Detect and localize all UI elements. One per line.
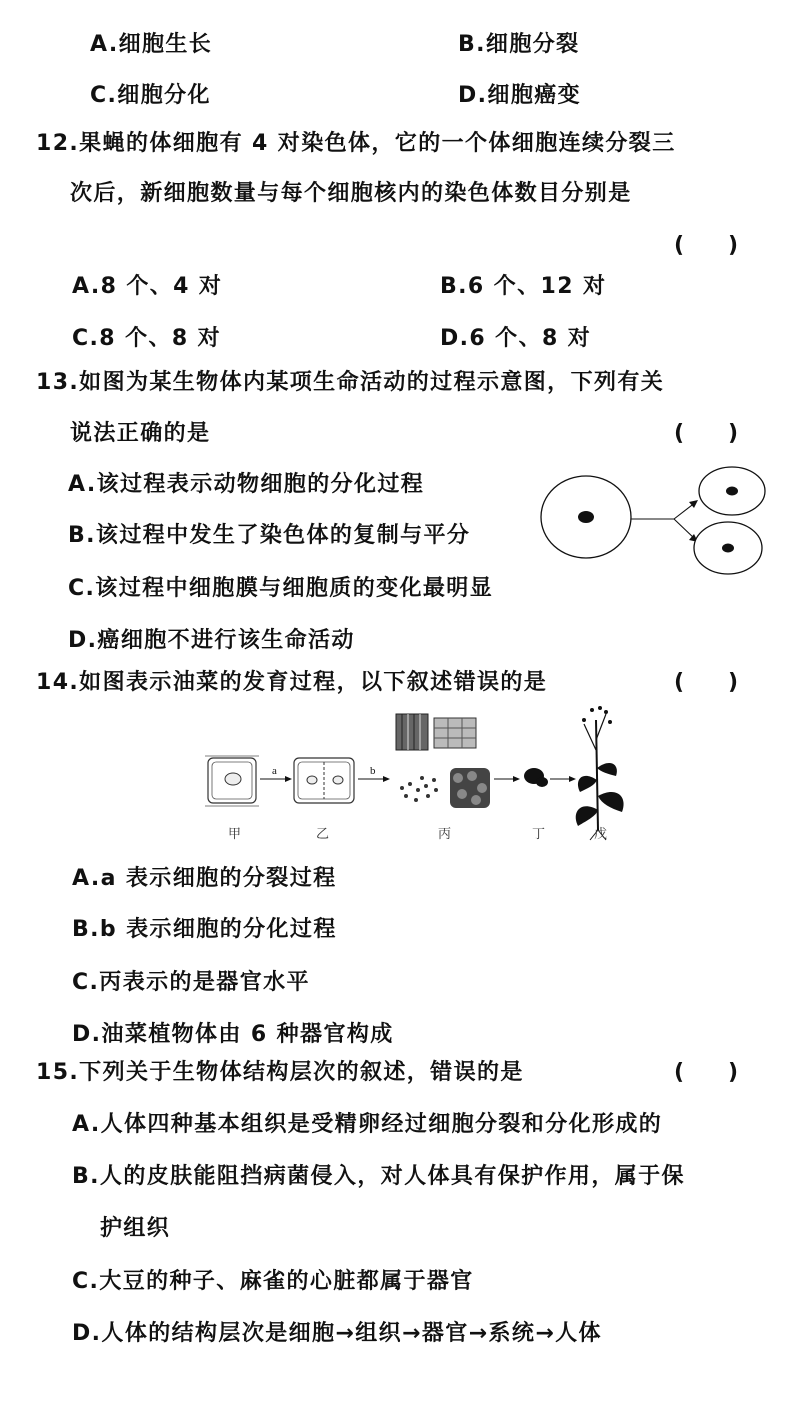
q13-stem-line2: 说法正确的是 [70,421,211,446]
q13-option-b: B.该过程中发生了染色体的复制与平分 [68,523,471,548]
q13-cell-division-figure [536,460,770,578]
q13-stem-line1: 13.如图为某生物体内某项生命活动的过程示意图，下列有关 [36,370,665,395]
seed-ding [524,768,548,787]
plant-wu [576,706,624,840]
daughter-nucleus-bottom [722,544,734,553]
q14-development-figure [196,700,646,848]
q11-option-c: C.细胞分化 [90,83,211,108]
figure-label-ding: 丁 [532,827,546,842]
q12-option-b: B.6 个、12 对 [440,274,607,299]
q15-option-c: C.大豆的种子、麻雀的心脏都属于器官 [72,1269,474,1294]
q15-option-d: D.人体的结构层次是细胞→组织→器官→系统→人体 [72,1321,602,1346]
q15-option-a: A.人体四种基本组织是受精卵经过细胞分裂和分化形成的 [72,1112,663,1137]
q14-option-a: A.a 表示细胞的分裂过程 [72,866,337,891]
q12-option-c: C.8 个、8 对 [72,326,222,351]
q11-option-b: B.细胞分裂 [458,32,580,57]
q11-option-a: A.细胞生长 [90,32,213,57]
q14-option-d: D.油菜植物体由 6 种器官构成 [72,1022,394,1047]
figure-label-jia: 甲 [228,827,242,842]
q12-stem-line1: 12.果蝇的体细胞有 4 对染色体，它的一个体细胞连续分裂三 [36,131,676,156]
q13-option-a: A.该过程表示动物细胞的分化过程 [68,472,425,497]
q15-stem: 15.下列关于生物体结构层次的叙述，错误的是 [36,1060,524,1085]
q11-option-d: D.细胞癌变 [458,83,582,108]
figure-label-bing: 丙 [438,827,452,842]
parent-nucleus [578,511,594,523]
cell-yi [294,758,354,803]
arrow-label-a: a [272,765,277,777]
figure-label-wu: 戊 [594,827,608,842]
figure-label-yi: 乙 [316,827,330,842]
q13-answer-paren: ( ) [674,421,739,446]
cell-jia [205,756,259,806]
q14-stem: 14.如图表示油菜的发育过程，以下叙述错误的是 [36,670,548,695]
q12-stem-line2: 次后，新细胞数量与每个细胞核内的染色体数目分别是 [70,181,632,206]
tissues-bing [396,714,490,808]
q13-option-d: D.癌细胞不进行该生命活动 [68,628,355,653]
q14-option-c: C.丙表示的是器官水平 [72,970,310,995]
q15-option-b-line2: 护组织 [100,1216,171,1241]
arrow-label-b: b [370,765,376,777]
q14-option-b: B.b 表示细胞的分化过程 [72,917,337,942]
q15-answer-paren: ( ) [674,1060,739,1085]
daughter-nucleus-top [726,487,738,496]
q12-answer-paren: ( ) [674,233,739,258]
q12-option-a: A.8 个、4 对 [72,274,223,299]
q14-answer-paren: ( ) [674,670,739,695]
q15-option-b-line1: B.人的皮肤能阻挡病菌侵入，对人体具有保护作用，属于保 [72,1164,685,1189]
q13-option-c: C.该过程中细胞膜与细胞质的变化最明显 [68,576,494,601]
q12-option-d: D.6 个、8 对 [440,326,592,351]
